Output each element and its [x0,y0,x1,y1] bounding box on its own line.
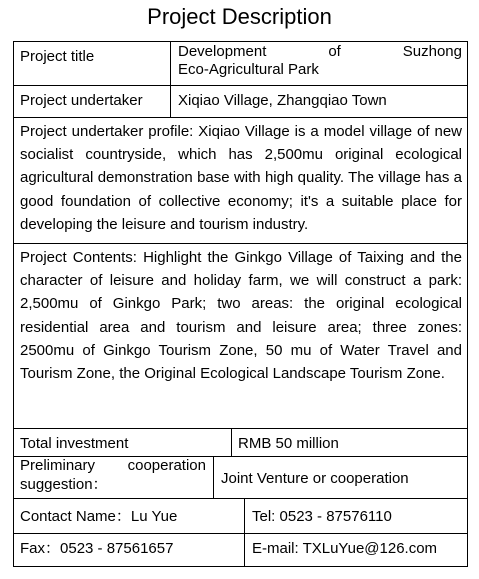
project-undertaker-value: Xiqiao Village, Zhangqiao Town [178,92,387,109]
column-divider [244,498,245,567]
contact-email: E-mail: TXLuYue@126.com [252,540,438,557]
cooperation-label-line2: suggestion： [20,476,108,493]
column-divider [213,456,214,498]
row-divider [14,533,467,534]
undertaker-profile-text: Project undertaker profile: Xiqiao Village is a model village of new socialist countryside, which has 2,500mu original ecological agricultural demonstration base with high quality. The village has a good foundation of collective economy; it's a suitable place for developing the leisure and tourism industry. [20,123,462,233]
project-title-label: Project title [20,48,95,65]
project-contents-text: Project Contents: Highlight the Ginkgo Village of Taixing and the character of leisure and holiday farm, we will construct a park: 2,500mu of Ginkgo Park; two areas: the original ecological residential area and tourism and leisure area; three zones: 2500mu of Ginkgo Tourism Zone, 50 mu of Water Travel and Tourism Zone, the Original Ecological Landscape Tourism Zone. [20,249,462,383]
contact-tel: Tel: 0523 - 87576110 [252,508,392,525]
column-divider [231,428,232,456]
row-divider [14,117,467,118]
project-title-value-line1: Development of Suzhong [178,43,462,60]
row-divider [14,85,467,86]
column-divider [170,42,171,117]
total-investment-value: RMB 50 million [238,435,339,452]
row-divider [14,428,467,429]
row-divider [14,498,467,499]
cooperation-label-line1: Preliminary cooperation [20,457,206,474]
contact-fax: Fax：0523 - 87561657 [20,540,174,557]
page-title: Project Description [147,4,332,29]
row-divider [14,243,467,244]
cooperation-value: Joint Venture or cooperation [221,470,409,487]
project-title-value-line2: Eco-Agricultural Park [178,61,319,78]
contact-name: Contact Name：Lu Yue [20,508,178,525]
project-undertaker-label: Project undertaker [20,92,143,109]
total-investment-label: Total investment [20,435,129,452]
